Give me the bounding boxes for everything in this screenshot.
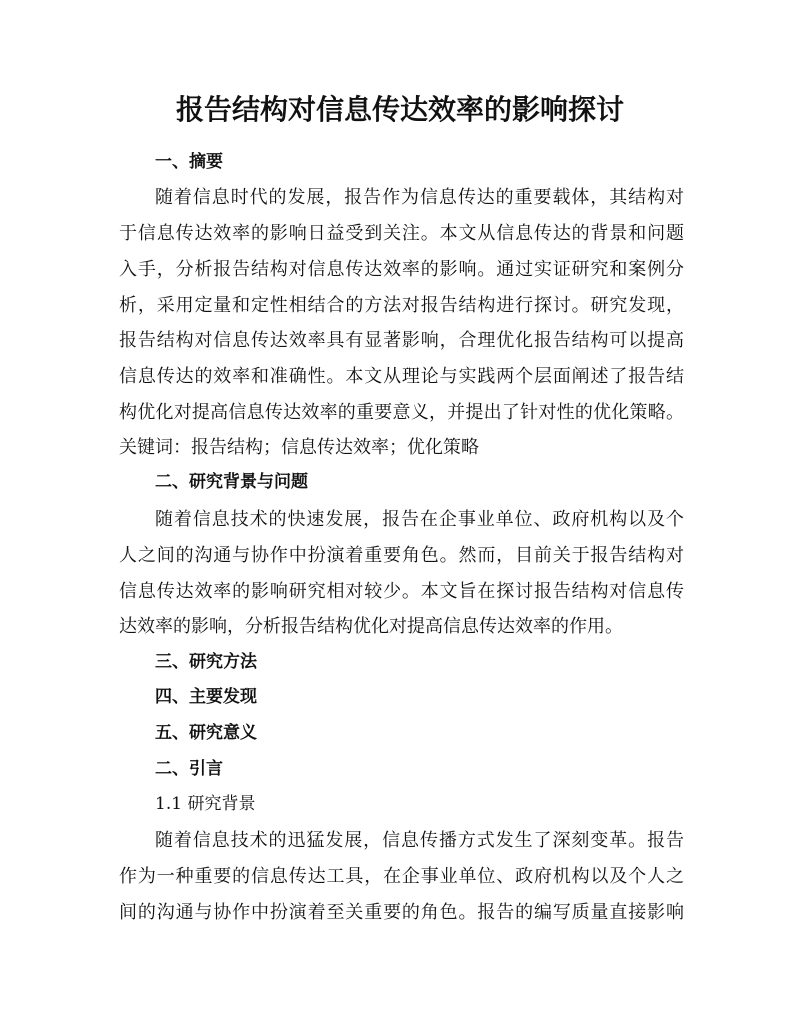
- abstract-line: 随着信息时代的发展，报告作为信息传达的重要载体，其结构对: [155, 187, 684, 208]
- significance-heading: 五、研究意义: [155, 723, 257, 743]
- document-title: 报告结构对信息传达效率的影响探讨: [175, 93, 624, 126]
- abstract-line: 报告结构对信息传达效率具有显著影响，合理优化报告结构可以提高: [119, 330, 684, 351]
- method-heading: 三、研究方法: [155, 652, 257, 672]
- abstract-line: 构优化对提高信息传达效率的重要意义，并提出了针对性的优化策略。: [119, 402, 684, 423]
- findings-heading: 四、主要发现: [155, 687, 257, 707]
- abstract-line: 析，采用定量和定性相结合的方法对报告结构进行探讨。研究发现，: [119, 295, 684, 316]
- abstract-line: 入手，分析报告结构对信息传达效率的影响。通过实证研究和案例分: [119, 259, 684, 280]
- intro-line: 作为一种重要的信息传达工具，在企事业单位、政府机构以及个人之: [119, 866, 684, 887]
- background-line: 达效率的影响，分析报告结构优化对提高信息传达效率的作用。: [119, 616, 623, 637]
- background-line: 随着信息技术的快速发展，报告在企事业单位、政府机构以及个: [155, 509, 684, 530]
- background-line: 信息传达效率的影响研究相对较少。本文旨在探讨报告结构对信息传: [119, 581, 684, 602]
- abstract-heading: 一、摘要: [155, 152, 223, 172]
- abstract-line: 信息传达的效率和准确性。本文从理论与实践两个层面阐述了报告结: [119, 366, 684, 387]
- intro-line: 间的沟通与协作中扮演着至关重要的角色。报告的编写质量直接影响: [119, 902, 684, 923]
- background-heading: 二、研究背景与问题: [155, 472, 308, 492]
- keywords-line: 关键词：报告结构；信息传达效率；优化策略: [119, 437, 479, 458]
- intro-subheading: 1.1 研究背景: [155, 794, 256, 814]
- abstract-line: 于信息传达效率的影响日益受到关注。本文从信息传达的背景和问题: [119, 223, 684, 244]
- intro-heading: 二、引言: [155, 759, 223, 779]
- background-line: 人之间的沟通与协作中扮演着重要角色。然而，目前关于报告结构对: [119, 545, 684, 566]
- intro-line: 随着信息技术的迅猛发展，信息传播方式发生了深刻变革。报告: [155, 830, 684, 851]
